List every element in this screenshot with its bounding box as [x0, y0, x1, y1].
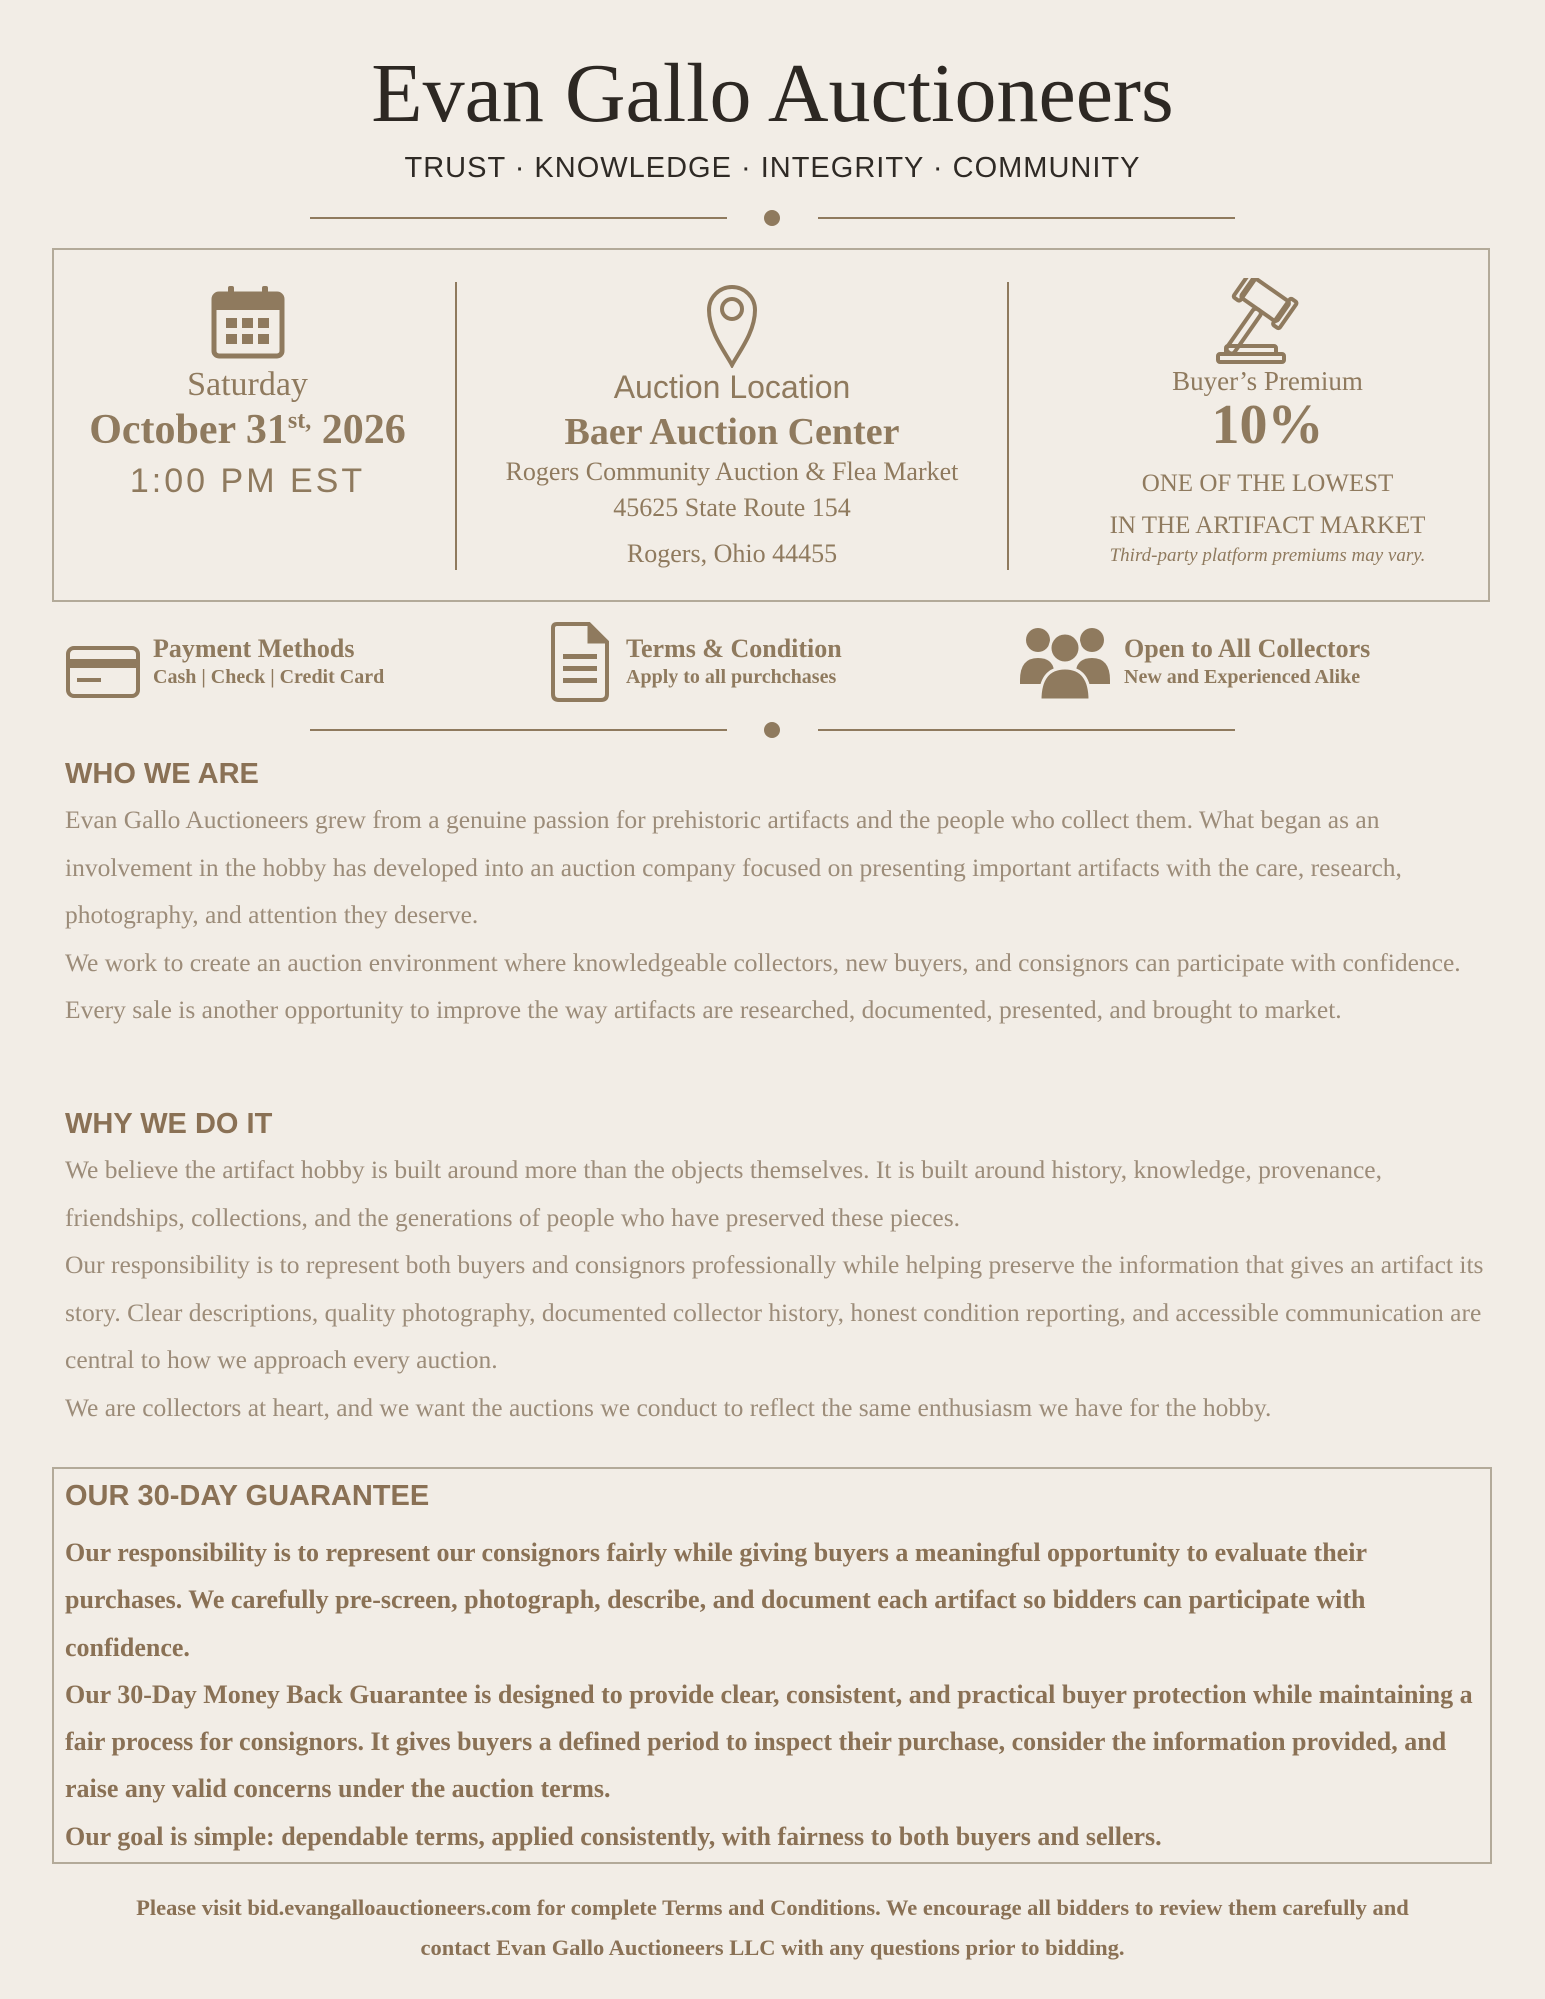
top-divider — [310, 208, 1235, 228]
premium-label: Buyer’s Premium — [1172, 366, 1363, 396]
why-we-do-it-body — [65, 1146, 1490, 1431]
guarantee-heading: OUR 30-DAY GUARANTEE — [65, 1480, 430, 1512]
event-time: 1:00 PM EST — [129, 462, 366, 500]
document-icon — [549, 622, 611, 707]
payment-methods-subtitle: Cash | Check | Credit Card — [153, 666, 385, 688]
guarantee-paragraph-2: Our 30-Day Money Back Guarantee is designed to provide clear, consistent, and practical buyer protection while maintaining a fair process for consignors. It gives buyers a defined period to inspect their purchase, consider the information provided, and raise any valid concerns under the auction terms. — [65, 1679, 1473, 1804]
location-label: Auction Location — [613, 369, 851, 405]
event-date: October $31^{st,}$ 2026 — [89, 407, 406, 453]
who-paragraph-1: Evan Gallo Auctioneers grew from a genuine passion for prehistoric artifacts and the people who collect them. What began as an involvement in the hobby has developed into an auction company focused on presenting important artifacts with the care, research, photography, and attention they deserve. — [65, 805, 1402, 929]
venue-address: 45625 State Route 154 — [613, 493, 851, 522]
terms-subtitle: Apply to all purchchases — [626, 666, 837, 688]
footer-note — [40, 1888, 1505, 1968]
venue-line-1: Rogers Community Auction & Flea Market — [505, 457, 959, 486]
column-separator — [455, 282, 457, 570]
company-tagline: TRUST · KNOWLEDGE · INTEGRITY · COMMUNITY — [404, 152, 1141, 184]
location-column — [462, 282, 1002, 572]
gavel-icon — [1015, 278, 1520, 364]
guarantee-paragraph-3: Our goal is simple: dependable terms, applied consistently, with fairness to both buyers and sellers. — [65, 1821, 1162, 1851]
column-separator — [1007, 282, 1009, 570]
footer-line-1: Please visit bid.evangalloauctioneers.com for complete Terms and Conditions. We encourage all bidders to review them carefully and — [136, 1895, 1409, 1920]
why-paragraph-1: We believe the artifact hobby is built around more than the objects themselves. It is built around history, knowledge, provenance, friendships, collections, and the generations of people who have preserved these pieces. — [65, 1155, 1382, 1232]
company-title: Evan Gallo Auctioneers — [371, 47, 1174, 140]
collectors-title: Open to All Collectors — [1124, 634, 1371, 663]
venue-city: Rogers, Ohio 44455 — [626, 539, 838, 568]
calendar-icon — [60, 284, 435, 360]
divider-dot — [764, 722, 780, 738]
middle-divider — [310, 720, 1235, 740]
premium-value: 10% — [1211, 394, 1324, 456]
divider-dot — [764, 210, 780, 226]
premium-line-2: IN THE ARTIFACT MARKET — [1109, 512, 1426, 539]
credit-card-icon — [66, 646, 140, 703]
why-we-do-it-heading: WHY WE DO IT — [65, 1108, 273, 1140]
payment-methods-title: Payment Methods — [153, 634, 355, 663]
terms-title: Terms & Condition — [626, 634, 842, 663]
venue-name: Baer Auction Center — [564, 411, 900, 453]
footer-line-2: contact Evan Gallo Auctioneers LLC with any questions prior to bidding. — [420, 1935, 1125, 1960]
people-icon — [1020, 622, 1110, 707]
event-day: Saturday — [187, 366, 308, 403]
date-column — [60, 284, 435, 501]
guarantee-body — [65, 1529, 1485, 1860]
who-we-are-heading: WHO WE ARE — [65, 758, 259, 790]
why-paragraph-2: Our responsibility is to represent both buyers and consignors professionally while helping preserve the information that gives an artifact its story. Clear descriptions, quality photography, documented collector history, honest condition reporting, and accessible communication are central to how we approach every auction. — [65, 1250, 1484, 1374]
guarantee-paragraph-1: Our responsibility is to represent our consignors fairly while giving buyers a meaningful opportunity to evaluate their purchases. We carefully pre-screen, photograph, describe, and document each artifact so bidders can participate with confidence. — [65, 1538, 1367, 1662]
who-paragraph-2: We work to create an auction environment where knowledgeable collectors, new buyers, and consignors can participate with confidence. Every sale is another opportunity to improve the way artifacts are researched, documented, presented, and brought to market. — [65, 947, 1461, 1024]
collectors-subtitle: New and Experienced Alike — [1124, 666, 1361, 688]
who-we-are-body — [65, 796, 1490, 1034]
map-pin-icon — [462, 282, 1002, 368]
why-paragraph-3: We are collectors at heart, and we want the auctions we conduct to reflect the same enthusiasm we have for the hobby. — [65, 1392, 1272, 1422]
premium-column — [1015, 278, 1520, 567]
premium-line-1: ONE OF THE LOWEST — [1141, 470, 1394, 497]
premium-note: Third-party platform premiums may vary. — [1109, 545, 1426, 566]
